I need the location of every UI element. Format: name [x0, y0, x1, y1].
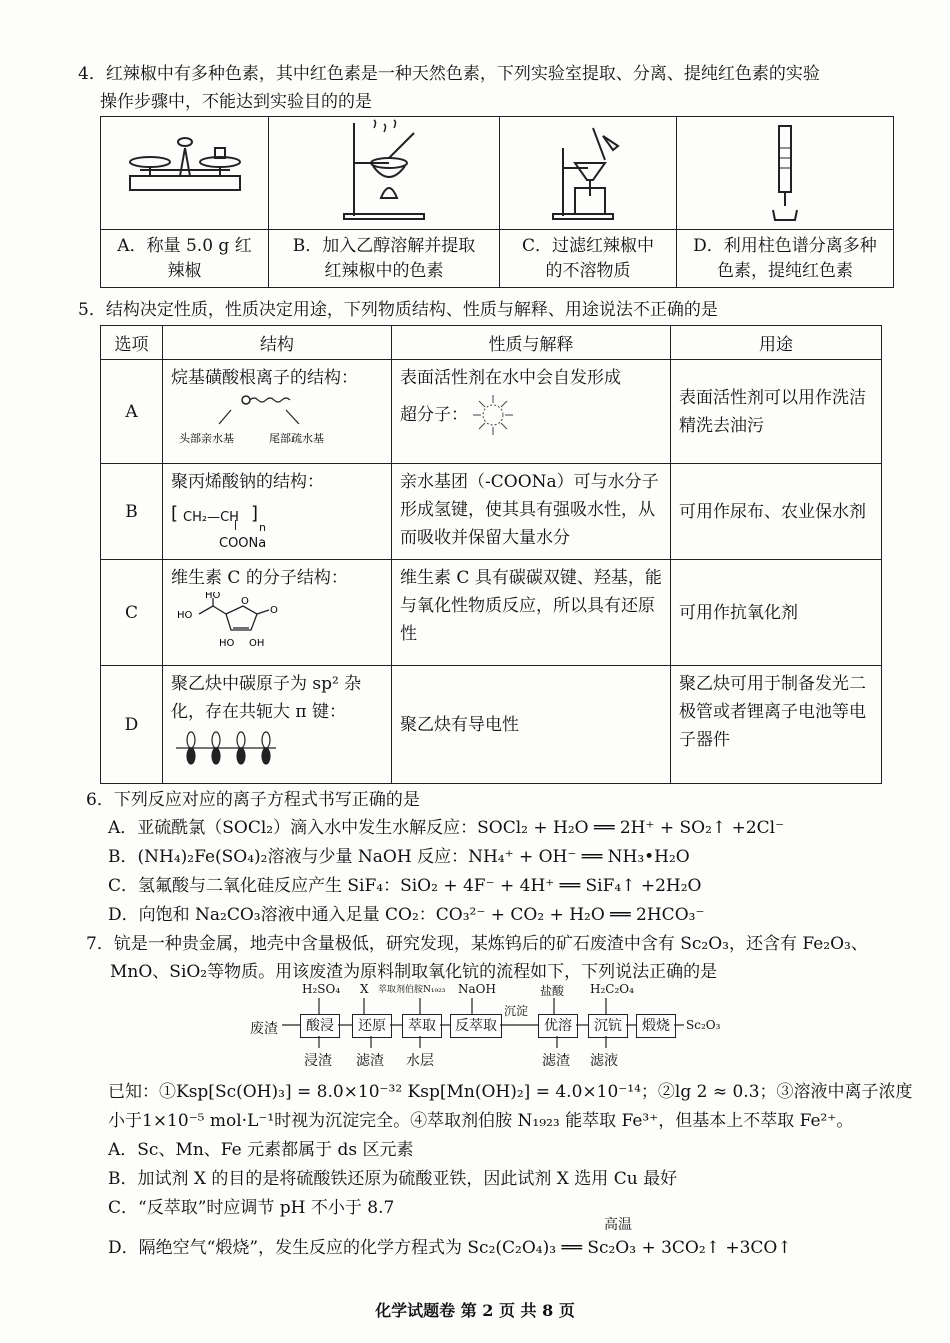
q5-row-d-use: 聚乙炔可用于制备发光二极管或者锂离子电池等电子器件	[671, 666, 882, 784]
balance-icon	[120, 118, 250, 198]
q5-row-b-structure: 聚丙烯酸钠的结构： [ CH₂—CH ] n COONa	[163, 464, 392, 560]
output-water-layer: 水层	[406, 1053, 434, 1069]
output-filter-residue-1: 滤渣	[356, 1053, 384, 1069]
q7-known-line1: 已知：①Ksp[Sc(OH)₃] = 8.0×10⁻³² Ksp[Mn(OH)₂] = 4.0×10⁻¹⁴；②lg 2 ≈ 0.3；③溶液中离子浓度	[108, 1082, 913, 1102]
q6-option-b: B．(NH₄)₂Fe(SO₄)₂溶液与少量 NaOH 反应：NH₄⁺ + OH⁻ ══ NH₃•H₂O	[108, 847, 690, 867]
q5-row-a-property: 表面活性剂在水中会自发形成 超分子：	[392, 360, 671, 464]
q5-row-a-option: A	[101, 360, 163, 464]
q5-row-d-option: D	[101, 666, 163, 784]
micelle-icon	[468, 392, 518, 438]
q7-option-d: D．隔绝空气“煅烧”，发生反应的化学方程式为 Sc₂(C₂O₄)₃ ══ Sc₂O₃ + 3CO₂↑ +3CO↑	[108, 1238, 792, 1258]
q4-option-a: A．称量 5.0 g 红 辣椒	[101, 230, 269, 288]
q6-stem: 6．下列反应对应的离子方程式书写正确的是	[86, 790, 420, 810]
q5-row-b-use: 可用作尿布、农业保水剂	[671, 464, 882, 560]
q4-option-c: C．过滤红辣椒中 的不溶物质	[500, 230, 677, 288]
step-dissolve: 优溶	[538, 1014, 578, 1038]
flow-start: 废渣	[250, 1021, 278, 1037]
svg-text:O: O	[241, 596, 249, 607]
dissolve-image	[269, 117, 500, 230]
q7-option-a: A．Sc、Mn、Fe 元素都属于 ds 区元素	[108, 1140, 414, 1160]
q6-option-d: D．向饱和 Na₂CO₃溶液中通入足量 CO₂：CO₃²⁻ + CO₂ + H₂O ══ 2HCO₃⁻	[108, 905, 705, 925]
svg-text:HO: HO	[205, 592, 221, 601]
flow-end: Sc₂O₃	[686, 1018, 721, 1032]
q5-row-b-property: 亲水基团（-COONa）可与水分子形成氢键，使其具有强吸水性，从而吸收并保留大量水分	[392, 464, 671, 560]
vitamin-c-structure	[171, 592, 301, 652]
q5-header-use: 用途	[671, 326, 882, 360]
q4-stem-line2: 操作步骤中，不能达到实验目的的是	[100, 92, 372, 112]
q5-header-structure: 结构	[163, 326, 392, 360]
reagent-x: X	[360, 982, 369, 996]
output-filter-residue-2: 滤渣	[542, 1053, 570, 1069]
filter-image	[500, 117, 677, 230]
reagent-hcl: 盐酸	[540, 984, 565, 998]
q5-stem: 5．结构决定性质，性质决定用途，下列物质结构、性质与解释、用途说法不正确的是	[78, 300, 718, 320]
step-reduce: 还原	[352, 1014, 392, 1038]
q5-header-property: 性质与解释	[392, 326, 671, 360]
scandium-process-flow	[250, 982, 720, 1072]
svg-text:头部亲水基: 头部亲水基	[179, 432, 234, 445]
svg-text:O: O	[270, 605, 278, 616]
q7-option-b: B．加试剂 X 的目的是将硫酸铁还原为硫酸亚铁，因此试剂 X 选用 Cu 最好	[108, 1169, 678, 1189]
output-filtrate: 滤液	[590, 1053, 618, 1069]
reagent-extractant: 萃取剂伯胺N₁₉₂₃	[378, 985, 446, 995]
q5-row-c-property: 维生素 C 具有碳碳双键、羟基，能与氧化性物质反应，所以具有还原性	[392, 560, 671, 666]
polyacrylate-formula: [ CH₂—CH ] n COONa	[171, 503, 267, 551]
page-footer: 化学试题卷 第 2 页 共 8 页	[375, 1301, 575, 1320]
step-acid-leach: 酸浸	[300, 1014, 340, 1038]
reagent-h2so4: H₂SO₄	[302, 982, 341, 996]
svg-text:OH: OH	[249, 638, 265, 649]
q5-row-c-use: 可用作抗氧化剂	[671, 560, 882, 666]
q5-header-option: 选项	[101, 326, 163, 360]
column-chromatography-image	[677, 117, 894, 230]
output-leach-residue: 浸渣	[304, 1053, 332, 1069]
flow-arrow-label: 沉淀	[504, 1004, 529, 1018]
svg-text:尾部疏水基: 尾部疏水基	[269, 432, 324, 445]
q5-row-d-property: 聚乙炔有导电性	[392, 666, 671, 784]
q6-option-a: A．亚硫酰氯（SOCl₂）滴入水中发生水解反应：SOCl₂ + H₂O ══ 2H⁺ + SO₂↑ +2Cl⁻	[108, 818, 785, 838]
q4-stem-line1: 4．红辣椒中有多种色素，其中红色素是一种天然色素，下列实验室提取、分离、提纯红色素的实验	[78, 64, 820, 84]
balance-image	[101, 117, 269, 230]
reagent-naoh: NaOH	[458, 982, 496, 996]
step-precipitate-sc: 沉钪	[588, 1014, 628, 1038]
step-back-extract: 反萃取	[450, 1014, 502, 1038]
q7-stem-line1: 7．钪是一种贵金属，地壳中含量极低，研究发现，某炼钨后的矿石废渣中含有 Sc₂O₃，还含有 Fe₂O₃、	[86, 934, 868, 954]
q4-option-d: D．利用柱色谱分离多种 色素，提纯红色素	[677, 230, 894, 288]
q7-reaction-condition: 高温	[604, 1217, 632, 1233]
q5-row-a-use: 表面活性剂可以用作洗洁精洗去油污	[671, 360, 882, 464]
q7-option-c: C．“反萃取”时应调节 pH 不小于 8.7	[108, 1198, 395, 1218]
q5-table	[100, 325, 882, 784]
q7-stem-line2: MnO、SiO₂等物质。用该废渣为原料制取氧化钪的流程如下，下列说法正确的是	[110, 962, 718, 982]
sulfonate-ion-diagram	[171, 392, 361, 447]
heating-setup-icon	[329, 118, 439, 223]
filter-funnel-icon	[543, 118, 633, 223]
q7-known-line2: 小于1×10⁻⁵ mol·L⁻¹时视为沉淀完全。④萃取剂伯胺 N₁₉₂₃ 能萃取 Fe³⁺，但基本上不萃取 Fe²⁺。	[108, 1111, 854, 1131]
q5-row-d-structure: 聚乙炔中碳原子为 sp² 杂 化，存在共轭大 π 键：	[163, 666, 392, 784]
step-extract: 萃取	[402, 1014, 442, 1038]
svg-text:HO: HO	[177, 610, 193, 621]
q4-option-b: B．加入乙醇溶解并提取 红辣椒中的色素	[269, 230, 500, 288]
q5-row-b-option: B	[101, 464, 163, 560]
q5-row-c-structure: 维生素 C 的分子结构： HO HO O O HO OH	[163, 560, 392, 666]
p-orbital-diagram	[171, 726, 281, 770]
q6-option-c: C．氢氟酸与二氧化硅反应产生 SiF₄：SiO₂ + 4F⁻ + 4H⁺ ══ SiF₄↑ +2H₂O	[108, 876, 702, 896]
step-calcine: 煅烧	[636, 1014, 676, 1038]
q5-row-a-structure: 烷基磺酸根离子的结构： 头部亲水基 尾部疏水基	[163, 360, 392, 464]
reagent-oxalic: H₂C₂O₄	[590, 982, 634, 996]
q4-options-table	[100, 116, 894, 288]
chromatography-column-icon	[765, 118, 805, 223]
q5-row-c-option: C	[101, 560, 163, 666]
svg-text:HO: HO	[219, 638, 235, 649]
